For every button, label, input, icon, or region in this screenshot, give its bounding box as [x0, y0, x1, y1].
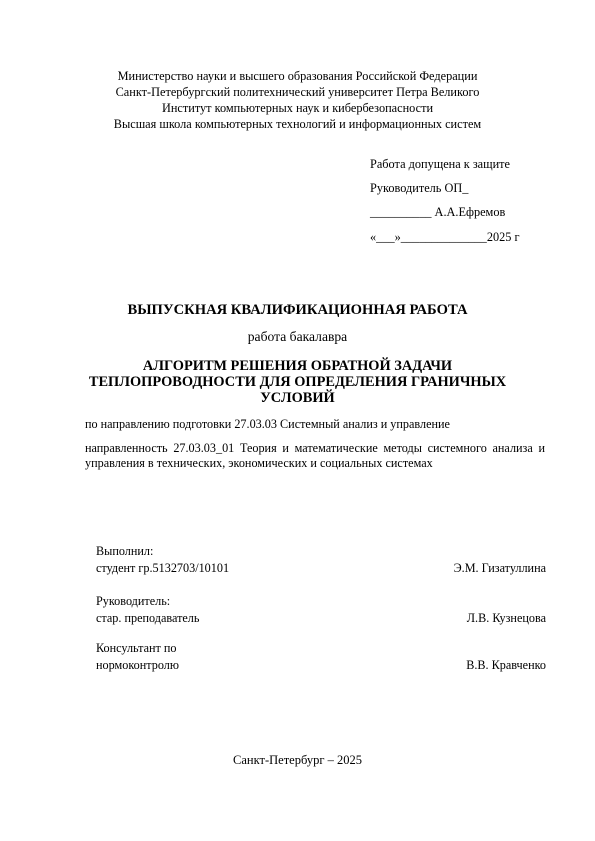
executor-label: Выполнил:	[96, 544, 154, 558]
supervisor-block	[96, 593, 546, 627]
document-subtitle: работа бакалавра	[247, 329, 348, 344]
study-direction: по направлению подготовки 27.03.03 Системный анализ и управление	[85, 417, 450, 431]
supervisor-role: стар. преподаватель	[96, 611, 200, 625]
approval-line-4: «___»______________2025 г	[370, 230, 520, 244]
executor-role: студент гр.5132703/10101	[96, 561, 230, 575]
header-university: Санкт-Петербургский политехнический университет Петра Великого	[115, 85, 480, 99]
consultant-label: Консультант по	[96, 641, 177, 655]
supervisor-row	[96, 610, 546, 627]
thesis-topic: АЛГОРИТМ РЕШЕНИЯ ОБРАТНОЙ ЗАДАЧИ ТЕПЛОПРОВОДНОСТИ ДЛЯ ОПРЕДЕЛЕНИЯ ГРАНИЧНЫХ УСЛОВИЙ	[88, 358, 507, 406]
document-title: ВЫПУСКНАЯ КВАЛИФИКАЦИОННАЯ РАБОТА	[127, 302, 468, 318]
consultant-row	[96, 657, 546, 674]
consultant-block	[96, 640, 546, 674]
supervisor-name: Л.В. Кузнецова	[466, 611, 546, 625]
executor-name: Э.М. Гизатуллина	[453, 561, 546, 575]
executor-row	[96, 560, 546, 577]
approval-line-1: Работа допущена к защите	[370, 157, 511, 171]
approval-line-3: __________ А.А.Ефремов	[370, 205, 506, 219]
header-ministry: Министерство науки и высшего образования Российской Федерации	[117, 69, 478, 83]
header-school: Высшая школа компьютерных технологий и информационных систем	[113, 117, 482, 131]
study-focus: направленность 27.03.03_01 Теория и математические методы системного анализа и управления в технических, экономических и социальных системах	[85, 441, 545, 470]
executor-block	[96, 543, 546, 577]
header-institute: Институт компьютерных наук и кибербезопасности	[161, 101, 434, 115]
consultant-name: В.В. Кравченко	[466, 658, 546, 672]
approval-line-2: Руководитель ОП_	[370, 181, 469, 195]
city-year-footer: Санкт-Петербург – 2025	[233, 753, 362, 767]
consultant-role: нормоконтролю	[96, 658, 179, 672]
ministry-header	[0, 68, 595, 132]
supervisor-label: Руководитель:	[96, 594, 171, 608]
